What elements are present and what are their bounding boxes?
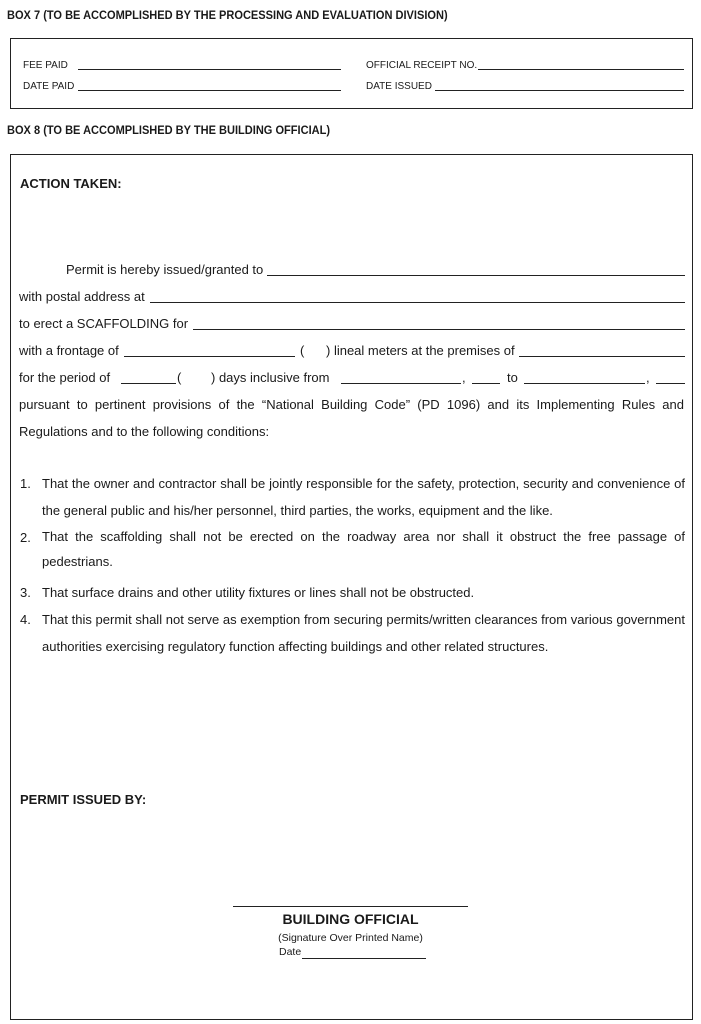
- to-date-field[interactable]: [524, 383, 645, 384]
- from-comma: ,: [462, 370, 466, 385]
- official-receipt-label: OFFICIAL RECEIPT NO.: [366, 60, 478, 71]
- action-taken-heading: ACTION TAKEN:: [20, 176, 122, 191]
- days-from-label: ) days inclusive from: [211, 370, 330, 385]
- condition-number: 2.: [20, 530, 31, 545]
- regulations-text: Regulations and to the following conditions:: [19, 424, 270, 439]
- fee-paid-label: FEE PAID: [23, 60, 68, 71]
- period-paren-open: (: [177, 370, 182, 385]
- condition-text: That surface drains and other utility fixtures or lines shall not be obstructed.: [42, 585, 475, 600]
- box7-panel: [10, 38, 693, 109]
- postal-address-label: with postal address at: [19, 289, 145, 304]
- to-year-field[interactable]: [656, 383, 685, 384]
- condition-text: That the owner and contractor shall be jointly responsible for the safety, protection, security and convenience of the general public and his/her personnel, third parties, the works, equipment and the like.: [42, 476, 685, 518]
- frontage-words-field[interactable]: [124, 356, 295, 357]
- to-comma: ,: [646, 370, 650, 385]
- scaffolding-for-label: to erect a SCAFFOLDING for: [19, 316, 189, 331]
- permit-issued-by-heading: PERMIT ISSUED BY:: [20, 792, 147, 807]
- frontage-label: with a frontage of: [19, 343, 119, 358]
- pursuant-text: pursuant to pertinent provisions of the “National Building Code” (PD 1096) and its Implementing Rules and: [19, 397, 684, 412]
- official-receipt-field[interactable]: [478, 69, 684, 70]
- from-date-field[interactable]: [341, 383, 461, 384]
- issued-to-field[interactable]: [267, 275, 685, 276]
- fee-paid-field[interactable]: [78, 69, 341, 70]
- to-label: to: [507, 370, 518, 385]
- issued-to-label: Permit is hereby issued/granted to: [66, 262, 264, 277]
- from-year-field[interactable]: [472, 383, 500, 384]
- date-paid-label: DATE PAID: [23, 81, 75, 92]
- date-issued-field[interactable]: [435, 90, 684, 91]
- scaffolding-for-field[interactable]: [193, 329, 685, 330]
- signature-caption: (Signature Over Printed Name): [278, 932, 423, 944]
- date-label: Date: [279, 946, 302, 958]
- frontage-paren-open: (: [300, 343, 305, 358]
- building-official-title: BUILDING OFFICIAL: [282, 911, 419, 927]
- condition-number: 4.: [20, 612, 31, 627]
- period-words-field[interactable]: [121, 383, 176, 384]
- box7-header: BOX 7 (TO BE ACCOMPLISHED BY THE PROCESSING AND EVALUATION DIVISION): [7, 8, 448, 22]
- signature-line[interactable]: [233, 906, 468, 907]
- condition-text: That the scaffolding shall not be erected on the roadway area nor shall it obstruct the free passage of pedestrians.: [42, 529, 685, 569]
- condition-number: 3.: [20, 585, 31, 600]
- premises-label: ) lineal meters at the premises of: [326, 343, 515, 358]
- condition-text: That this permit shall not serve as exemption from securing permits/written clearances from various government authorities exercising regulatory function affecting buildings and other related structures.: [42, 612, 685, 654]
- date-paid-field[interactable]: [78, 90, 341, 91]
- box8-header: BOX 8 (TO BE ACCOMPLISHED BY THE BUILDING OFFICIAL): [7, 123, 331, 137]
- signature-date-field[interactable]: [302, 958, 426, 959]
- date-issued-label: DATE ISSUED: [366, 81, 432, 92]
- period-label: for the period of: [19, 370, 111, 385]
- premises-field[interactable]: [519, 356, 685, 357]
- condition-number: 1.: [20, 476, 31, 491]
- postal-address-field[interactable]: [150, 302, 685, 303]
